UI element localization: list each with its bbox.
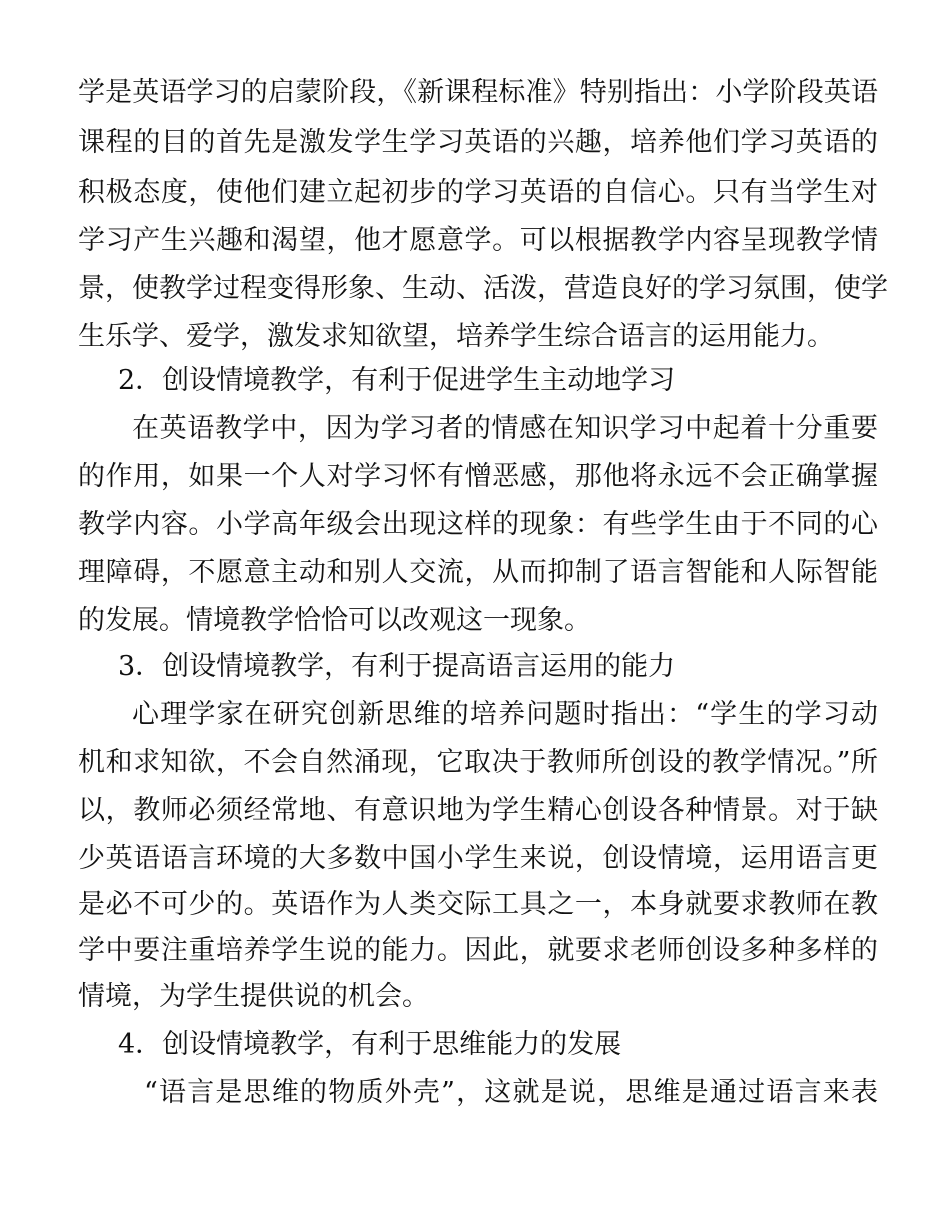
paragraph-1-line-4: 学习产生兴趣和渴望，他才愿意学。可以根据教学内容呈现教学情	[78, 225, 878, 256]
paragraph-3-line-7: 情境，为学生提供说的机会。	[78, 981, 429, 1012]
paragraph-2-line-1: 在英语教学中，因为学习者的情感在知识学习中起着十分重要	[132, 413, 878, 444]
paragraph-2-line-3: 教学内容。小学高年级会出现这样的现象：有些学生由于不同的心	[78, 509, 878, 540]
paragraph-3-line-2: 机和求知欲，不会自然涌现，它取决于教师所创设的教学情况。”所	[78, 747, 878, 778]
paragraph-3-line-4: 少英语语言环境的大多数中国小学生来说，创设情境，运用语言更	[78, 843, 878, 874]
section-heading-4: 4．创设情境教学，有利于思维能力的发展	[118, 1029, 622, 1060]
paragraph-3-line-5: 是必不可少的。英语作为人类交际工具之一，本身就要求教师在教	[78, 889, 878, 920]
section-heading-3: 3．创设情境教学，有利于提高语言运用的能力	[118, 651, 676, 682]
paragraph-1-line-5: 景，使教学过程变得形象、生动、活泼，营造良好的学习氛围，使学	[78, 273, 888, 304]
paragraph-4-line-1: “语言是思维的物质外壳”，这就是说，思维是通过语言来表	[144, 1077, 878, 1108]
paragraph-2-line-5: 的发展。情境教学恰恰可以改观这一现象。	[78, 605, 591, 636]
paragraph-1-line-3: 积极态度，使他们建立起初步的学习英语的自信心。只有当学生对	[78, 177, 878, 208]
paragraph-1-line-2: 课程的目的首先是激发学生学习英语的兴趣，培养他们学习英语的	[78, 127, 878, 158]
paragraph-2-line-2: 的作用，如果一个人对学习怀有憎恶感，那他将永远不会正确掌握	[78, 461, 878, 492]
paragraph-3-line-6: 学中要注重培养学生说的能力。因此，就要求老师创设多种多样的	[78, 935, 878, 966]
paragraph-2-line-4: 理障碍，不愿意主动和别人交流，从而抑制了语言智能和人际智能	[78, 557, 878, 588]
paragraph-3-line-3: 以，教师必须经常地、有意识地为学生精心创设各种情景。对于缺	[78, 795, 878, 826]
paragraph-1-line-1: 学是英语学习的启蒙阶段，《新课程标准》特别指出：小学阶段英语	[78, 77, 878, 108]
section-heading-2: 2．创设情境教学，有利于促进学生主动地学习	[118, 365, 676, 396]
paragraph-1-line-6: 生乐学、爱学，激发求知欲望，培养学生综合语言的运用能力。	[78, 321, 834, 352]
paragraph-3-line-1: 心理学家在研究创新思维的培养问题时指出：“学生的学习动	[132, 699, 878, 730]
